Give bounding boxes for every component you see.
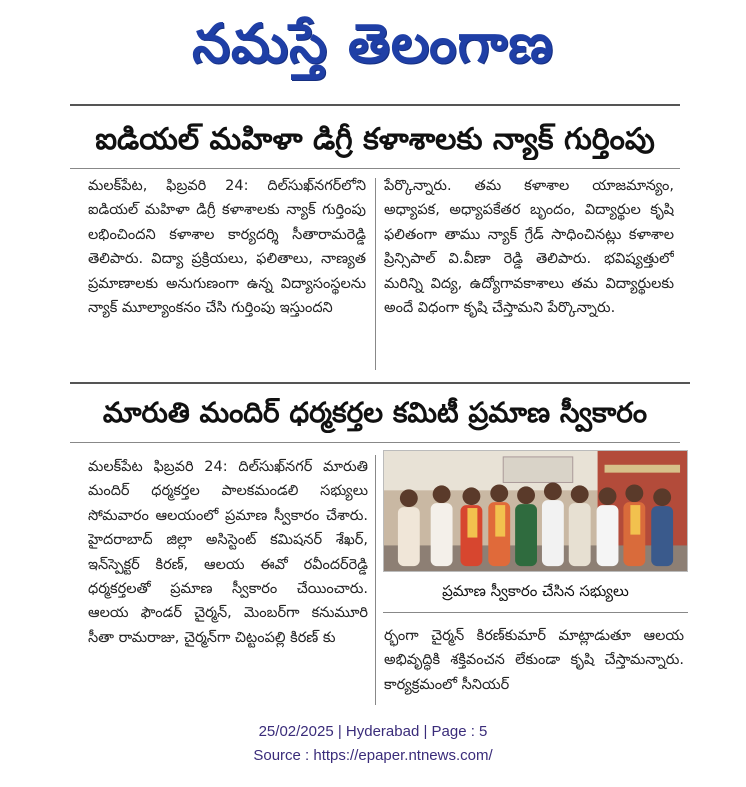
article1-column-divider: [375, 178, 376, 370]
footer-dateline: 25/02/2025 | Hyderabad | Page : 5: [258, 723, 488, 740]
masthead-divider: [70, 104, 680, 106]
footer-source-link[interactable]: Source : https://epaper.ntnews.com/: [253, 747, 493, 764]
headline2-divider: [70, 442, 680, 443]
committee-group-photo: [383, 450, 688, 572]
photo-caption: ప్రమాణ స్వీకారం చేసిన సభ్యులు: [442, 582, 629, 600]
headline1-divider: [70, 168, 680, 169]
article2-column-right: ర్భంగా చైర్మన్ కిరణ్‌కుమార్ మాట్లాడుతూ ఆలయ అభివృద్ధికి శక్తివంచన లేకుండా కృషి చేస్తామన్నారు. కార్యక్రమంలో సీనియర్: [384, 628, 684, 693]
article2-column-left: మలక్‌పేట ఫిబ్రవరి 24: దిల్‌సుఖ్‌నగర్ మారుతి మందిర్ ధర్మకర్తల పాలకమండలి సభ్యులు సోమవారం ఆలయంలో ప్రమాణ స్వీకారం చేశారు. హైదరాబాద్ జిల్లా అసిస్టెంట్ కమిషనర్ శేఖర్, ఇన్‌స్పెక్టర్ కిరణ్, ఆలయ ఈవో రవీందర్‌రెడ్డి ధర్మకర్తలతో ప్రమాణ స్వీకారం చేయించారు. ఆలయ ఫౌండర్ చైర్మన్, మెంబర్‌గా కనుమూరి సీతా రామరాజు, చైర్మన్‌గా చిట్టంపల్లి కిరణ్ కు: [88, 459, 368, 646]
article-divider: [70, 382, 690, 384]
caption-underline: [383, 612, 688, 613]
article1-headline: ఐడియల్ మహిళా డిగ్రీ కళాశాలకు న్యాక్ గుర్తింపు: [95, 122, 655, 157]
group-photo-illustration: [384, 451, 687, 571]
article1-column-right: పేర్కొన్నారు. తమ కళాశాల యాజమాన్యం, అధ్యాపక, అధ్యాపకేతర బృందం, విద్యార్థుల కృషి ఫలితంగా తాము న్యాక్ గ్రేడ్ సాధించినట్లు కళాశాల ప్రిన్సిపాల్ వి.వీణా రెడ్డి తెలిపారు. భవిష్యత్తులో మరిన్ని విద్య, ఉద్యోగావకాశాలు తమ విద్యార్థులకు అందే విధంగా కృషి చేస్తామని పేర్కొన్నారు.: [384, 178, 674, 317]
article2-column-divider: [375, 455, 376, 705]
article1-column-left: మలక్‌పేట, ఫిబ్రవరి 24: దిల్‌సుఖ్‌నగర్‌లోని ఐడియల్ మహిళా డిగ్రీ కళాశాలకు న్యాక్ గుర్తింపు లభించిందని కళాశాల కార్యదర్శి సీతారామరెడ్డి తెలిపారు. విద్యా ప్రక్రియలు, ఫలితాలు, నాణ్యత ప్రమాణాలకు అనుగుణంగా ఉన్న విద్యాసంస్థలను న్యాక్ మూల్యాంకనం చేసి గుర్తింపు ఇస్తుందని: [88, 178, 366, 317]
article2-headline: మారుతి మందిర్ ధర్మకర్తల కమిటీ ప్రమాణ స్వీకారం: [102, 396, 648, 429]
newspaper-masthead: నమస్తే తెలంగాణ: [192, 12, 554, 75]
